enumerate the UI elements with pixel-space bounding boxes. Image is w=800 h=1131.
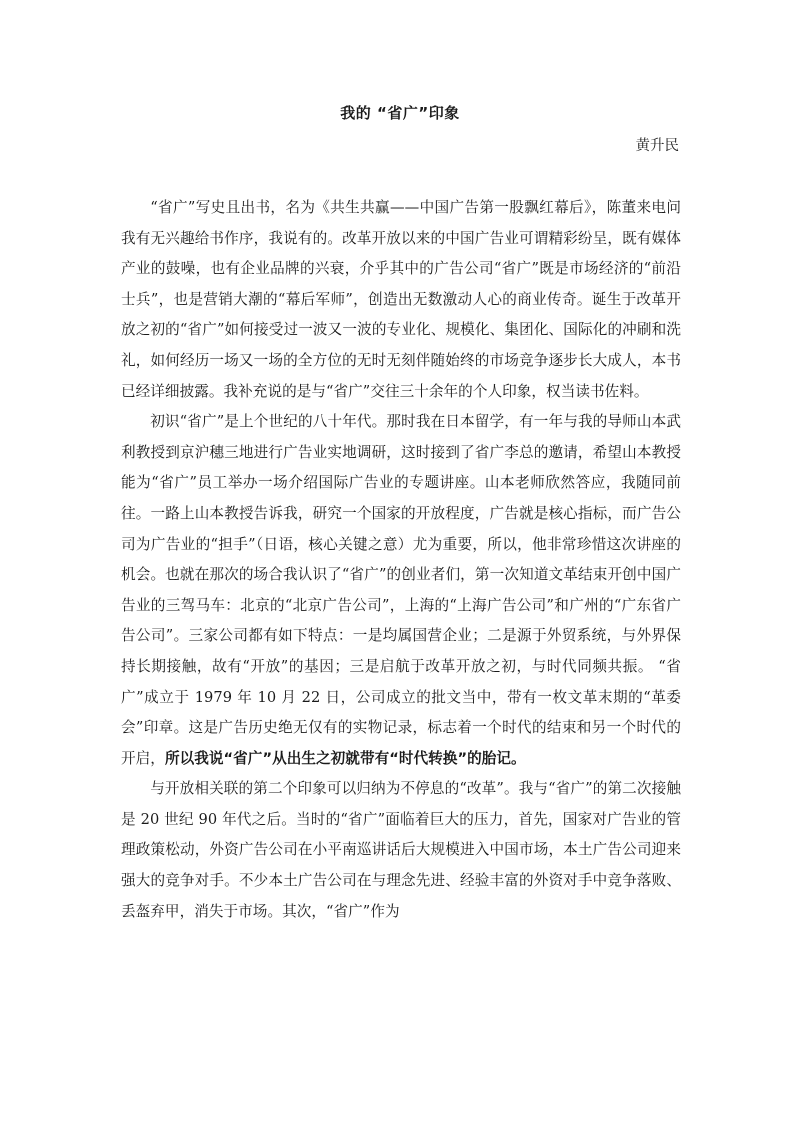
paragraph-2	[121, 407, 681, 774]
paragraph-3-text: 与开放相关联的第二个印象可以归纳为不停息的“改革”。我与“省广”的第二次接触是 20 世纪 90 年代之后。当时的“省广”面临着巨大的压力，首先，国家对广告业的管理政策松动，外资广告公司在小平南巡讲话后大规模进入中国市场，本土广告公司迎来强大的竞争对手。不少本土广告公司在与理念先进、经验丰富的外资对手中竞争落败、丢盔弃甲，消失于市场。其次，“省广”作为	[121, 780, 681, 920]
paragraph-1	[121, 193, 681, 407]
author-name: 黄升民	[635, 138, 679, 154]
article-body	[121, 193, 681, 927]
article-title: 我的 “省广”印象	[340, 104, 460, 122]
paragraph-3	[121, 774, 681, 927]
paragraph-2-bold-text: 所以我说“省广”从出生之初就带有“时代转换”的胎记。	[164, 749, 526, 767]
paragraph-1-text: “省广”写史且出书，名为《共生共赢——中国广告第一股飘红幕后》，陈董来电问我有无兴趣给书作序，我说有的。改革开放以来的中国广告业可谓精彩纷呈，既有媒体产业的鼓噪，也有企业品牌的兴衰，介乎其中的广告公司“省广”既是市场经济的“前沿士兵”，也是营销大潮的“幕后军师”，创造出无数激动人心的商业传奇。诞生于改革开放之初的“省广”如何接受过一波又一波的专业化、规模化、集团化、国际化的冲刷和洗礼，如何经历一场又一场的全方位的无时无刻伴随始终的市场竞争逐步长大成人，本书已经详细披露。我补充说的是与“省广”交往三十余年的个人印象，权当读书佐料。	[121, 199, 681, 400]
paragraph-2-text: 初识“省广”是上个世纪的八十年代。那时我在日本留学，有一年与我的导师山本武利教授到京沪穗三地进行广告业实地调研，这时接到了省广李总的邀请，希望山本教授能为“省广”员工举办一场介绍国际广告业的专题讲座。山本老师欣然答应，我随同前往。一路上山本教授告诉我，研究一个国家的开放程度，广告就是核心指标，而广告公司为广告业的“担手”（日语，核心关键之意）尤为重要，所以，他非常珍惜这次讲座的机会。也就在那次的场合我认识了“省广”的创业者们，第一次知道文革结束开创中国广告业的三驾马车：北京的“北京广告公司”，上海的“上海广告公司”和广州的“广东省广告公司”。三家公司都有如下特点：一是均属国营企业；二是源于外贸系统，与外界保持长期接触，故有“开放”的基因；三是启航于改革开放之初，与时代同频共振。 “省广”成立于 1979 年 10 月 22 日，公司成立的批文当中，带有一枚文革末期的“革委会”印章。这是广告历史绝无仅有的实物记录，标志着一个时代的结束和另一个时代的开启，	[121, 413, 681, 767]
